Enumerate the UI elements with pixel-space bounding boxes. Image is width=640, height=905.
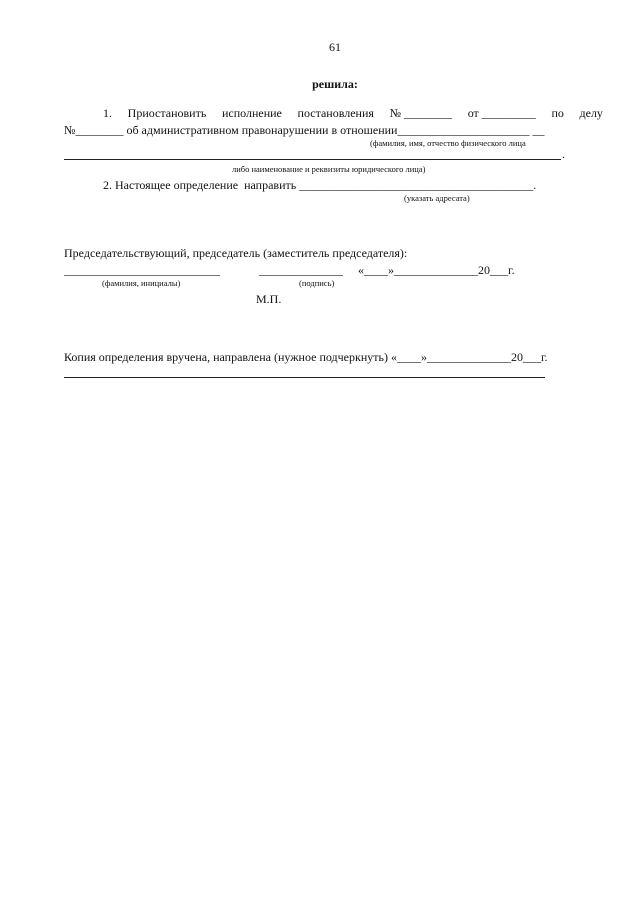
item1-word: от _________	[467, 106, 536, 120]
caption-addressee: (указать адресата)	[404, 193, 470, 203]
blank-line	[64, 159, 561, 160]
decision-heading: решила:	[312, 77, 358, 91]
item1-word: № ________	[389, 106, 453, 120]
caption-entity: либо наименование и реквизиты юридического лица)	[232, 164, 426, 174]
item1-second-line: №________ об административном правонарушении в отношении______________________ __	[64, 123, 545, 137]
item1-word: исполнение	[221, 106, 282, 120]
item1-first-line	[103, 106, 603, 120]
caption-signature: (подпись)	[299, 278, 335, 288]
copy-text: Копия определения вручена, направлена (нужное подчеркнуть) «____»______________20___г.	[64, 350, 548, 364]
signature-line: __________________________ ______________ «____»______________20___г.	[64, 263, 515, 277]
item1-word: по	[551, 106, 564, 120]
item1-word: 1.	[103, 106, 112, 120]
seal-mark: М.П.	[256, 292, 282, 306]
item1-third-line-end: .	[562, 147, 565, 161]
blank-line	[64, 377, 545, 378]
item2-text: 2. Настоящее определение направить _______________________________________.	[103, 178, 537, 192]
item1-word: Приостановить	[127, 106, 207, 120]
signature-title: Председательствующий, председатель (заместитель председателя):	[64, 246, 408, 260]
item1-word: делу	[579, 106, 603, 120]
item1-word: постановления	[297, 106, 374, 120]
page-number: 61	[329, 40, 341, 54]
caption-name: (фамилия, инициалы)	[102, 278, 181, 288]
caption-person: (фамилия, имя, отчество физического лица	[370, 138, 526, 148]
